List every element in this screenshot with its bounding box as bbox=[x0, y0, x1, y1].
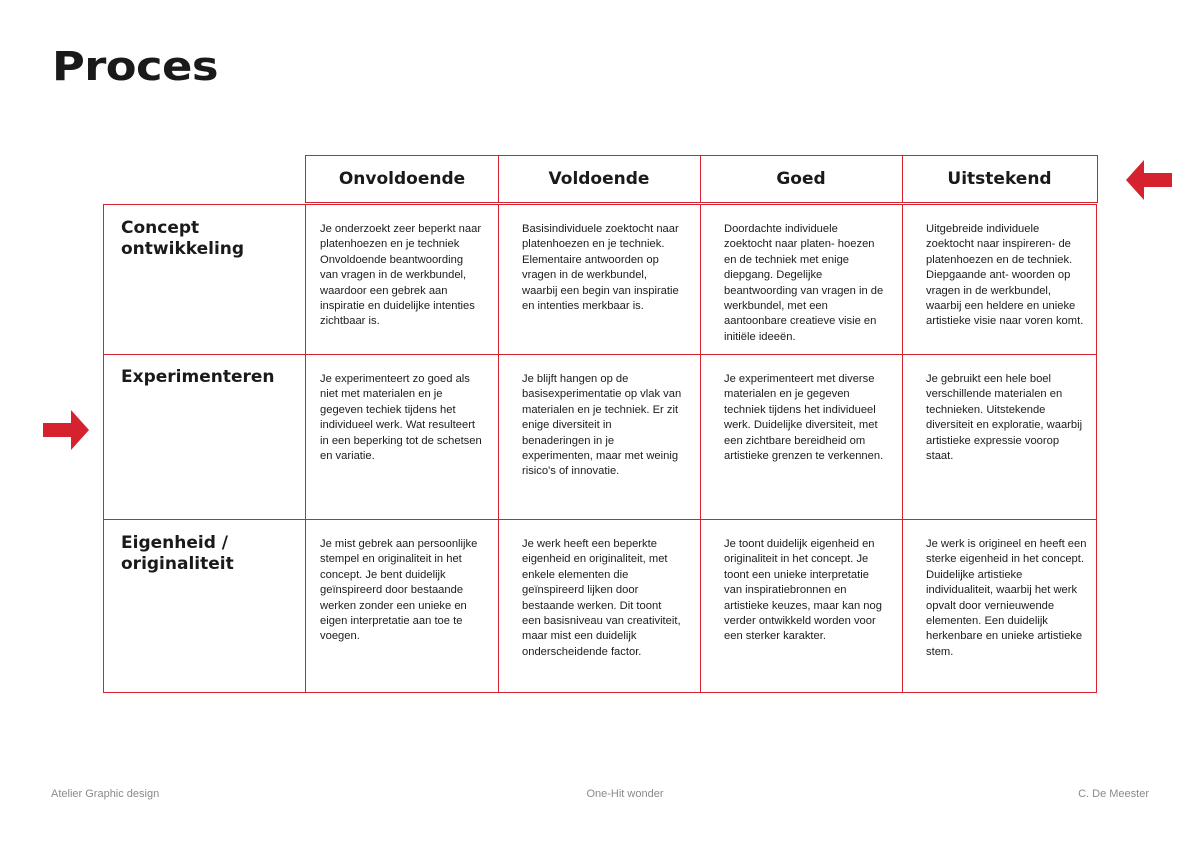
row-label-concept: Concept ontwikkeling bbox=[121, 218, 245, 259]
level-header-onvoldoende: Onvoldoende bbox=[305, 155, 499, 203]
grid-line bbox=[305, 204, 306, 693]
footer-center: One-Hit wonder bbox=[586, 788, 664, 800]
arrow-right-icon bbox=[43, 408, 89, 452]
cell-concept-onvoldoende: Je onderzoekt zeer beperkt naar platenhoezen en je techniek Onvoldoende beantwoording van vragen in de werkbundel, waardoor een gebrek aan inspiratie en duidelijke intenties zichtbaar is. bbox=[320, 223, 482, 328]
grid-line bbox=[103, 204, 104, 693]
footer-left: Atelier Graphic design bbox=[51, 788, 160, 800]
grid-line bbox=[103, 354, 1097, 355]
grid-line bbox=[1096, 204, 1097, 693]
cell-eigenheid-uitstekend: Je werk is origineel en heeft een sterke eigenheid in het concept. Duidelijke artistieke individualiteit, waarbij het werk opvalt door vernieuwende elementen. Een duidelijk herkenbare en unieke artistieke stem. bbox=[926, 538, 1087, 658]
footer-right: C. De Meester bbox=[1078, 788, 1149, 800]
grid-line bbox=[902, 204, 903, 693]
grid-line bbox=[103, 204, 1097, 205]
grid-line bbox=[103, 692, 1097, 693]
level-header-uitstekend: Uitstekend bbox=[902, 155, 1098, 203]
grid-line bbox=[700, 204, 701, 693]
arrow-left-icon bbox=[1126, 158, 1172, 202]
grid-line bbox=[498, 204, 499, 693]
cell-eigenheid-onvoldoende: Je mist gebrek aan persoonlijke stempel en originaliteit in het concept. Je bent duidelijk geïnspireerd door bestaande werken zonder een unieke en eigen interpretatie aan toe te voegen. bbox=[320, 538, 478, 643]
cell-concept-uitstekend: Uitgebreide individuele zoektocht naar inspireren- de platenhoezen en de techniek. Diepgaande ant- woorden op vragen in de werkbundel, waarbij een heldere en unieke artistieke visie naar voren komt. bbox=[926, 223, 1084, 328]
level-header-voldoende: Voldoende bbox=[498, 155, 701, 203]
cell-experimenteren-onvoldoende: Je experimenteert zo goed als niet met materialen en je gegeven techiek tijdens het individueel werk. Wat resulteert in een beperking tot de schetsen en variatie. bbox=[320, 373, 482, 463]
row-label-experimenteren: Experimenteren bbox=[121, 367, 275, 387]
cell-experimenteren-uitstekend: Je gebruikt een hele boel verschillende materialen en technieken. Uitstekende diversiteit en exploratie, waarbij artistieke expressie voorop staat. bbox=[926, 373, 1083, 463]
page-title: Proces bbox=[52, 44, 218, 90]
cell-eigenheid-goed: Je toont duidelijk eigenheid en originaliteit in het concept. Je toont een unieke interpretatie van inspiratiebronnen en artistieke keuzes, maar kan nog verder ontwikkeld worden voor een sterker karakter. bbox=[724, 538, 882, 643]
grid-line bbox=[103, 519, 1097, 520]
cell-eigenheid-voldoende: Je werk heeft een beperkte eigenheid en originaliteit, met enkele elementen die geïnspireerd lijken door bestaande werken. Dit toont een basisniveau van creativiteit, maar mist een duidelijk onderscheidende factor. bbox=[522, 538, 681, 658]
cell-experimenteren-voldoende: Je blijft hangen op de basisexperimentatie op vlak van materialen en je techniek. Er zit enige diversiteit in benaderingen in je experimenten, maar met weinig risico's of innovatie. bbox=[522, 373, 682, 478]
row-label-eigenheid: Eigenheid / originaliteit bbox=[121, 533, 234, 574]
cell-concept-goed: Doordachte individuele zoektocht naar platen- hoezen en de techniek met enige diepgang. Degelijke beantwoording van vragen in de werkbundel, met een aantoonbare creatieve visie en initiële ideeën. bbox=[724, 223, 884, 343]
cell-experimenteren-goed: Je experimenteert met diverse materialen en je gegeven techniek tijdens het individueel werk. Duidelijke diversiteit, met een zichtbare bereidheid om artistieke grenzen te verkennen. bbox=[724, 373, 884, 463]
cell-concept-voldoende: Basisindividuele zoektocht naar platenhoezen en je techniek. Elementaire antwoorden op vragen in de werkbundel, waarbij een begin van inspiratie en intenties merkbaar is. bbox=[522, 223, 679, 313]
level-header-goed: Goed bbox=[700, 155, 903, 203]
